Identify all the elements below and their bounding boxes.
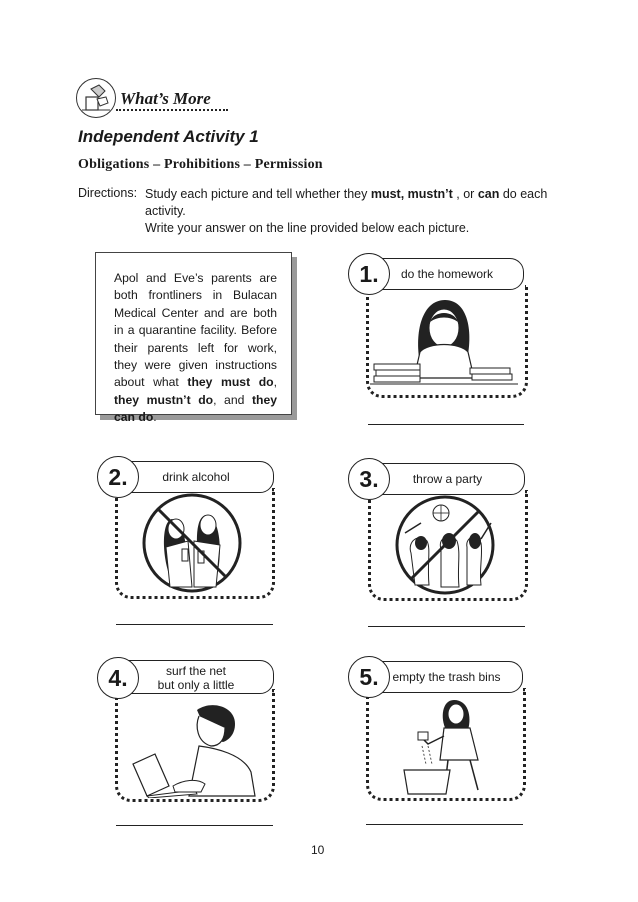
item-5-answer-line[interactable] bbox=[366, 824, 523, 825]
directions-text: Study each picture and tell whether they must, mustn’t , or can do each activity. Write your answer on the line provided below each picture. bbox=[145, 187, 548, 235]
item-3-label-box bbox=[370, 463, 525, 495]
girl-emptying-trash-illustration bbox=[392, 694, 502, 798]
girl-studying-illustration bbox=[370, 292, 518, 388]
item-4-label-box bbox=[118, 660, 274, 694]
item-3-label: throw a party bbox=[412, 472, 483, 486]
writing-hand-icon bbox=[76, 78, 116, 118]
item-2-label: drink alcohol bbox=[162, 470, 230, 484]
item-3-number: 3. bbox=[348, 458, 390, 500]
title-dotted-underline bbox=[116, 109, 228, 111]
directions-label: Directions: bbox=[78, 186, 138, 200]
subtitle: Obligations – Prohibitions – Permission bbox=[78, 157, 323, 172]
section-title: What’s More bbox=[120, 89, 211, 108]
item-5-number: 5. bbox=[348, 656, 390, 698]
item-3-answer-line[interactable] bbox=[368, 626, 525, 627]
item-2-answer-line[interactable] bbox=[116, 624, 273, 625]
activity-title: Independent Activity 1 bbox=[78, 127, 259, 146]
party-prohibited-illustration bbox=[385, 493, 505, 597]
item-4-answer-line[interactable] bbox=[116, 825, 273, 826]
item-1-answer-line[interactable] bbox=[368, 424, 524, 425]
item-1-label-box bbox=[370, 258, 524, 290]
item-5-label: empty the trash bins bbox=[392, 670, 501, 684]
boy-using-laptop-illustration bbox=[125, 698, 265, 798]
item-2-label-box bbox=[118, 461, 274, 493]
page-number: 10 bbox=[311, 843, 325, 857]
item-5-label-box bbox=[370, 661, 523, 693]
item-4-label-line1: surf the net bbox=[165, 664, 227, 678]
item-1-number: 1. bbox=[348, 253, 390, 295]
item-2-number: 2. bbox=[97, 456, 139, 498]
item-1-label: do the homework bbox=[400, 267, 494, 281]
story-box bbox=[95, 252, 292, 425]
story-text: Apol and Eve’s parents are both frontliners in Bulacan Medical Center and are both in a quarantine facility. Before their parents left for work, they were given instructions about what they must do, they mustn’t do, and they can do. bbox=[114, 271, 278, 425]
girls-drinking-prohibited-illustration bbox=[132, 491, 252, 595]
item-4-label-line2: but only a little bbox=[157, 678, 235, 692]
item-4-number: 4. bbox=[97, 657, 139, 699]
